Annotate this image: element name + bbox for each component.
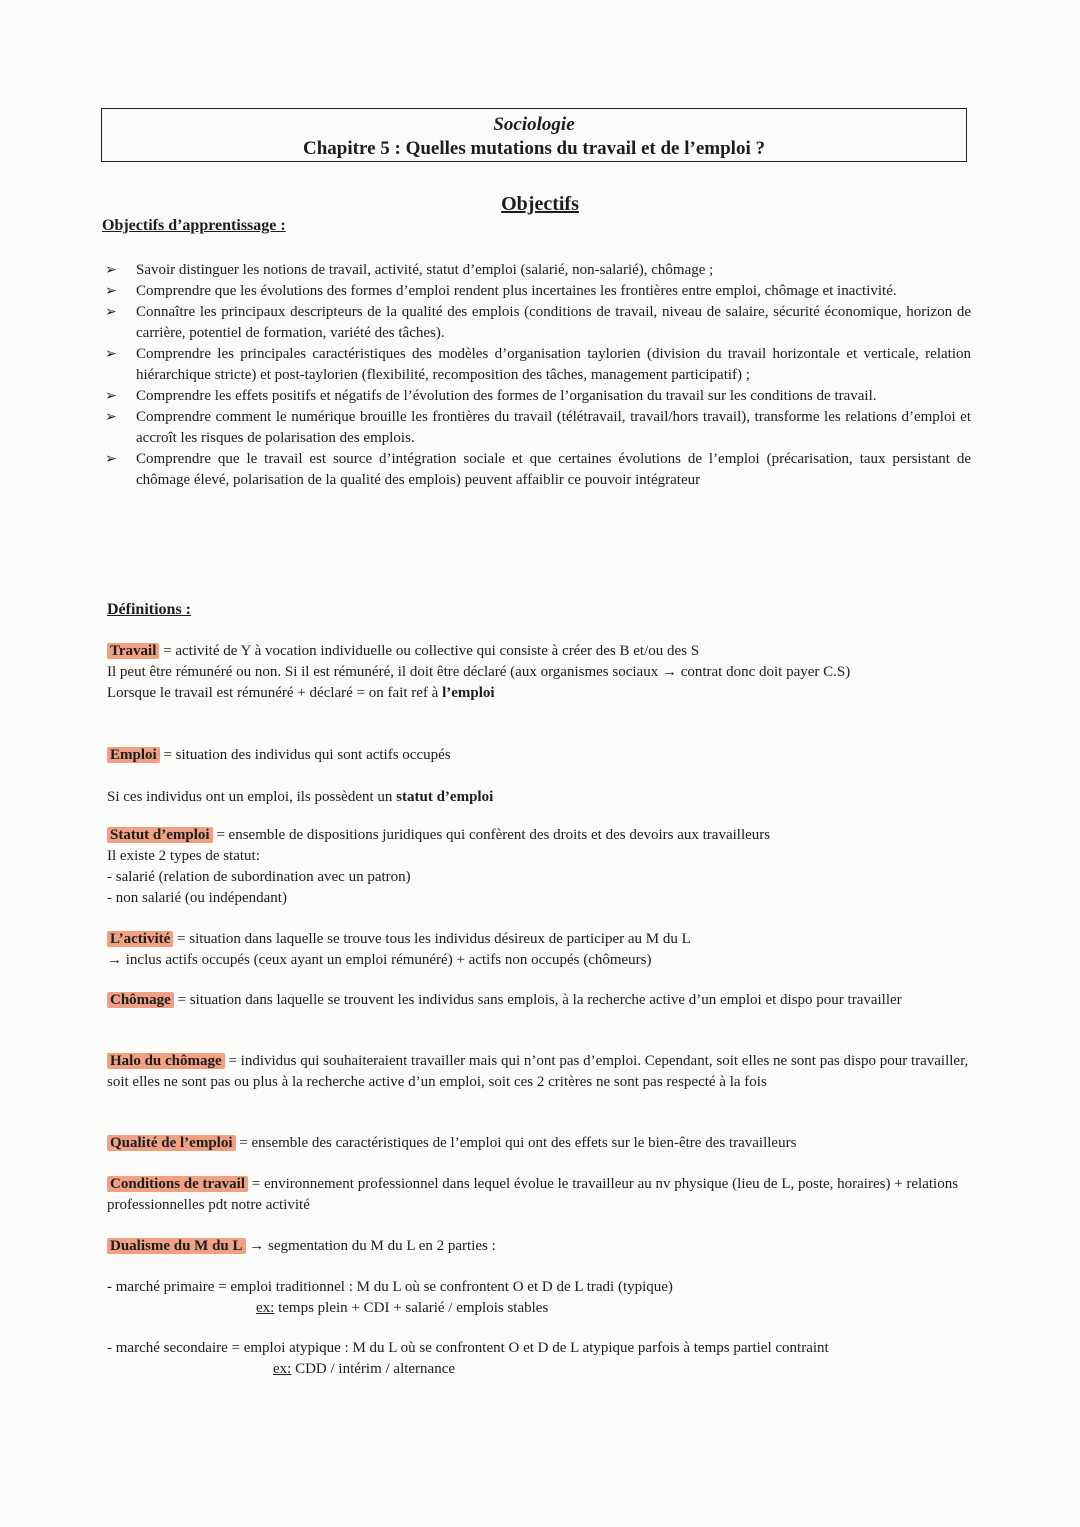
objectives-heading: Objectifs	[501, 193, 579, 215]
definition-qualite: Qualité de l’emploi = ensemble des caractéristiques de l’emploi qui ont des effets sur le bien-être des travailleurs	[107, 1133, 969, 1154]
list-item: ➢ Comprendre que les évolutions des formes d’emploi rendent plus incertaines les frontières entre emploi, chômage et inactivité.	[103, 281, 971, 302]
arrow-bullet-icon: ➢	[105, 284, 117, 299]
definition-statut: Statut d’emploi = ensemble de dispositions juridiques qui confèrent des droits et des devoirs aux travailleurs Il existe 2 types de statut: - salarié (relation de subordination avec un patron) - non salarié (ou indépendant)	[107, 827, 771, 906]
list-item: ➢ Comprendre les principales caractéristiques des modèles d’organisation taylorien (division du travail horizontale et verticale, relation hiérarchique stricte) et post-taylorien (flexibilité, recomposition des tâches, management participatif) ;	[105, 346, 971, 383]
definition-emploi: Emploi = situation des individus qui sont actifs occupés Si ces individus ont un emploi, ils possèdent un statut d’emploi	[107, 747, 494, 805]
list-item: ➢ Comprendre les effets positifs et négatifs de l’évolution des formes de l’organisation du travail sur les conditions de travail.	[103, 386, 971, 407]
term-conditions: Conditions de travail	[107, 1176, 248, 1192]
list-item: ➢ Connaître les principaux descripteurs de la qualité des emplois (conditions de travail, niveau de salaire, sécurité économique, horizon de carrière, potentiel de formation, variété des tâches).	[105, 304, 971, 341]
definition-activite: L’activité = situation dans laquelle se trouve tous les individus désireux de participer au M du L → inclus actifs occupés (ceux ayant un emploi rémunéré) + actifs non occupés (chômeurs)	[107, 931, 691, 968]
term-qualite: Qualité de l’emploi	[107, 1135, 236, 1151]
marche-primaire: - marché primaire = emploi traditionnel : M du L où se confrontent O et D de L tradi (typique) ex: temps plein + CDI + salarié / emplois stables	[107, 1279, 673, 1316]
objectives-list	[103, 260, 971, 491]
arrow-bullet-icon: ➢	[105, 263, 117, 278]
term-statut: Statut d’emploi	[107, 827, 213, 843]
definition-chomage: Chômage = situation dans laquelle se trouvent les individus sans emplois, à la recherche active d’un emploi et dispo pour travailler	[107, 990, 969, 1011]
title-box	[101, 108, 967, 162]
arrow-bullet-icon: ➢	[105, 452, 117, 467]
term-travail: Travail	[107, 643, 159, 659]
arrow-bullet-icon: ➢	[105, 410, 117, 425]
arrow-bullet-icon: ➢	[105, 389, 117, 404]
definition-travail: Travail = activité de Y à vocation individuelle ou collective qui consiste à créer des B et/ou des S Il peut être rémunéré ou non. Si il est rémunéré, il doit être déclaré (aux organismes sociaux → contrat donc doit payer C.S) Lorsque le travail est rémunéré + déclaré = on fait ref à l’emploi	[107, 643, 851, 701]
definition-halo: Halo du chômage = individus qui souhaiteraient travailler mais qui n’ont pas d’emploi. Cependant, soit elles ne sont pas dispo pour travailler, soit elles ne sont pas ou plus à la recherche active d’un emploi, soit ces 2 critères ne sont pas respecté à la fois	[107, 1053, 969, 1090]
arrow-bullet-icon: ➢	[105, 305, 117, 320]
term-dualisme: Dualisme du M du L	[107, 1238, 246, 1254]
learning-objectives-heading: Objectifs d’apprentissage :	[102, 217, 286, 234]
list-item: ➢ Comprendre que le travail est source d’intégration sociale et que certaines évolutions de l’emploi (précarisation, taux persistant de chômage élevé, polarisation de la qualité des emplois) peuvent affaiblir ce pouvoir intégrateur	[105, 451, 971, 488]
term-emploi: Emploi	[107, 747, 160, 763]
definitions-heading: Définitions :	[107, 601, 191, 618]
arrow-bullet-icon: ➢	[105, 347, 117, 362]
definition-conditions: Conditions de travail = environnement professionnel dans lequel évolue le travailleur au nv physique (lieu de L, poste, horaires) + relations professionnelles pdt notre activité	[107, 1176, 959, 1213]
definition-dualisme: Dualisme du M du L → segmentation du M du L en 2 parties :	[107, 1236, 969, 1257]
marche-secondaire: - marché secondaire = emploi atypique : M du L où se confrontent O et D de L atypique parfois à temps partiel contraint ex: CDD / intérim / alternance	[107, 1340, 829, 1377]
term-chomage: Chômage	[107, 992, 174, 1008]
list-item: ➢ Comprendre comment le numérique brouille les frontières du travail (télétravail, travail/hors travail), transforme les relations d’emploi et accroît les risques de polarisation des emplois.	[105, 409, 971, 446]
chapter-title: Chapitre 5 : Quelles mutations du travail et de l’emploi ?	[303, 138, 765, 159]
list-item: ➢ Savoir distinguer les notions de travail, activité, statut d’emploi (salarié, non-salarié), chômage ;	[103, 260, 971, 281]
subject-title: Sociologie	[493, 114, 575, 135]
term-activite: L’activité	[107, 931, 173, 947]
term-halo: Halo du chômage	[107, 1053, 225, 1069]
